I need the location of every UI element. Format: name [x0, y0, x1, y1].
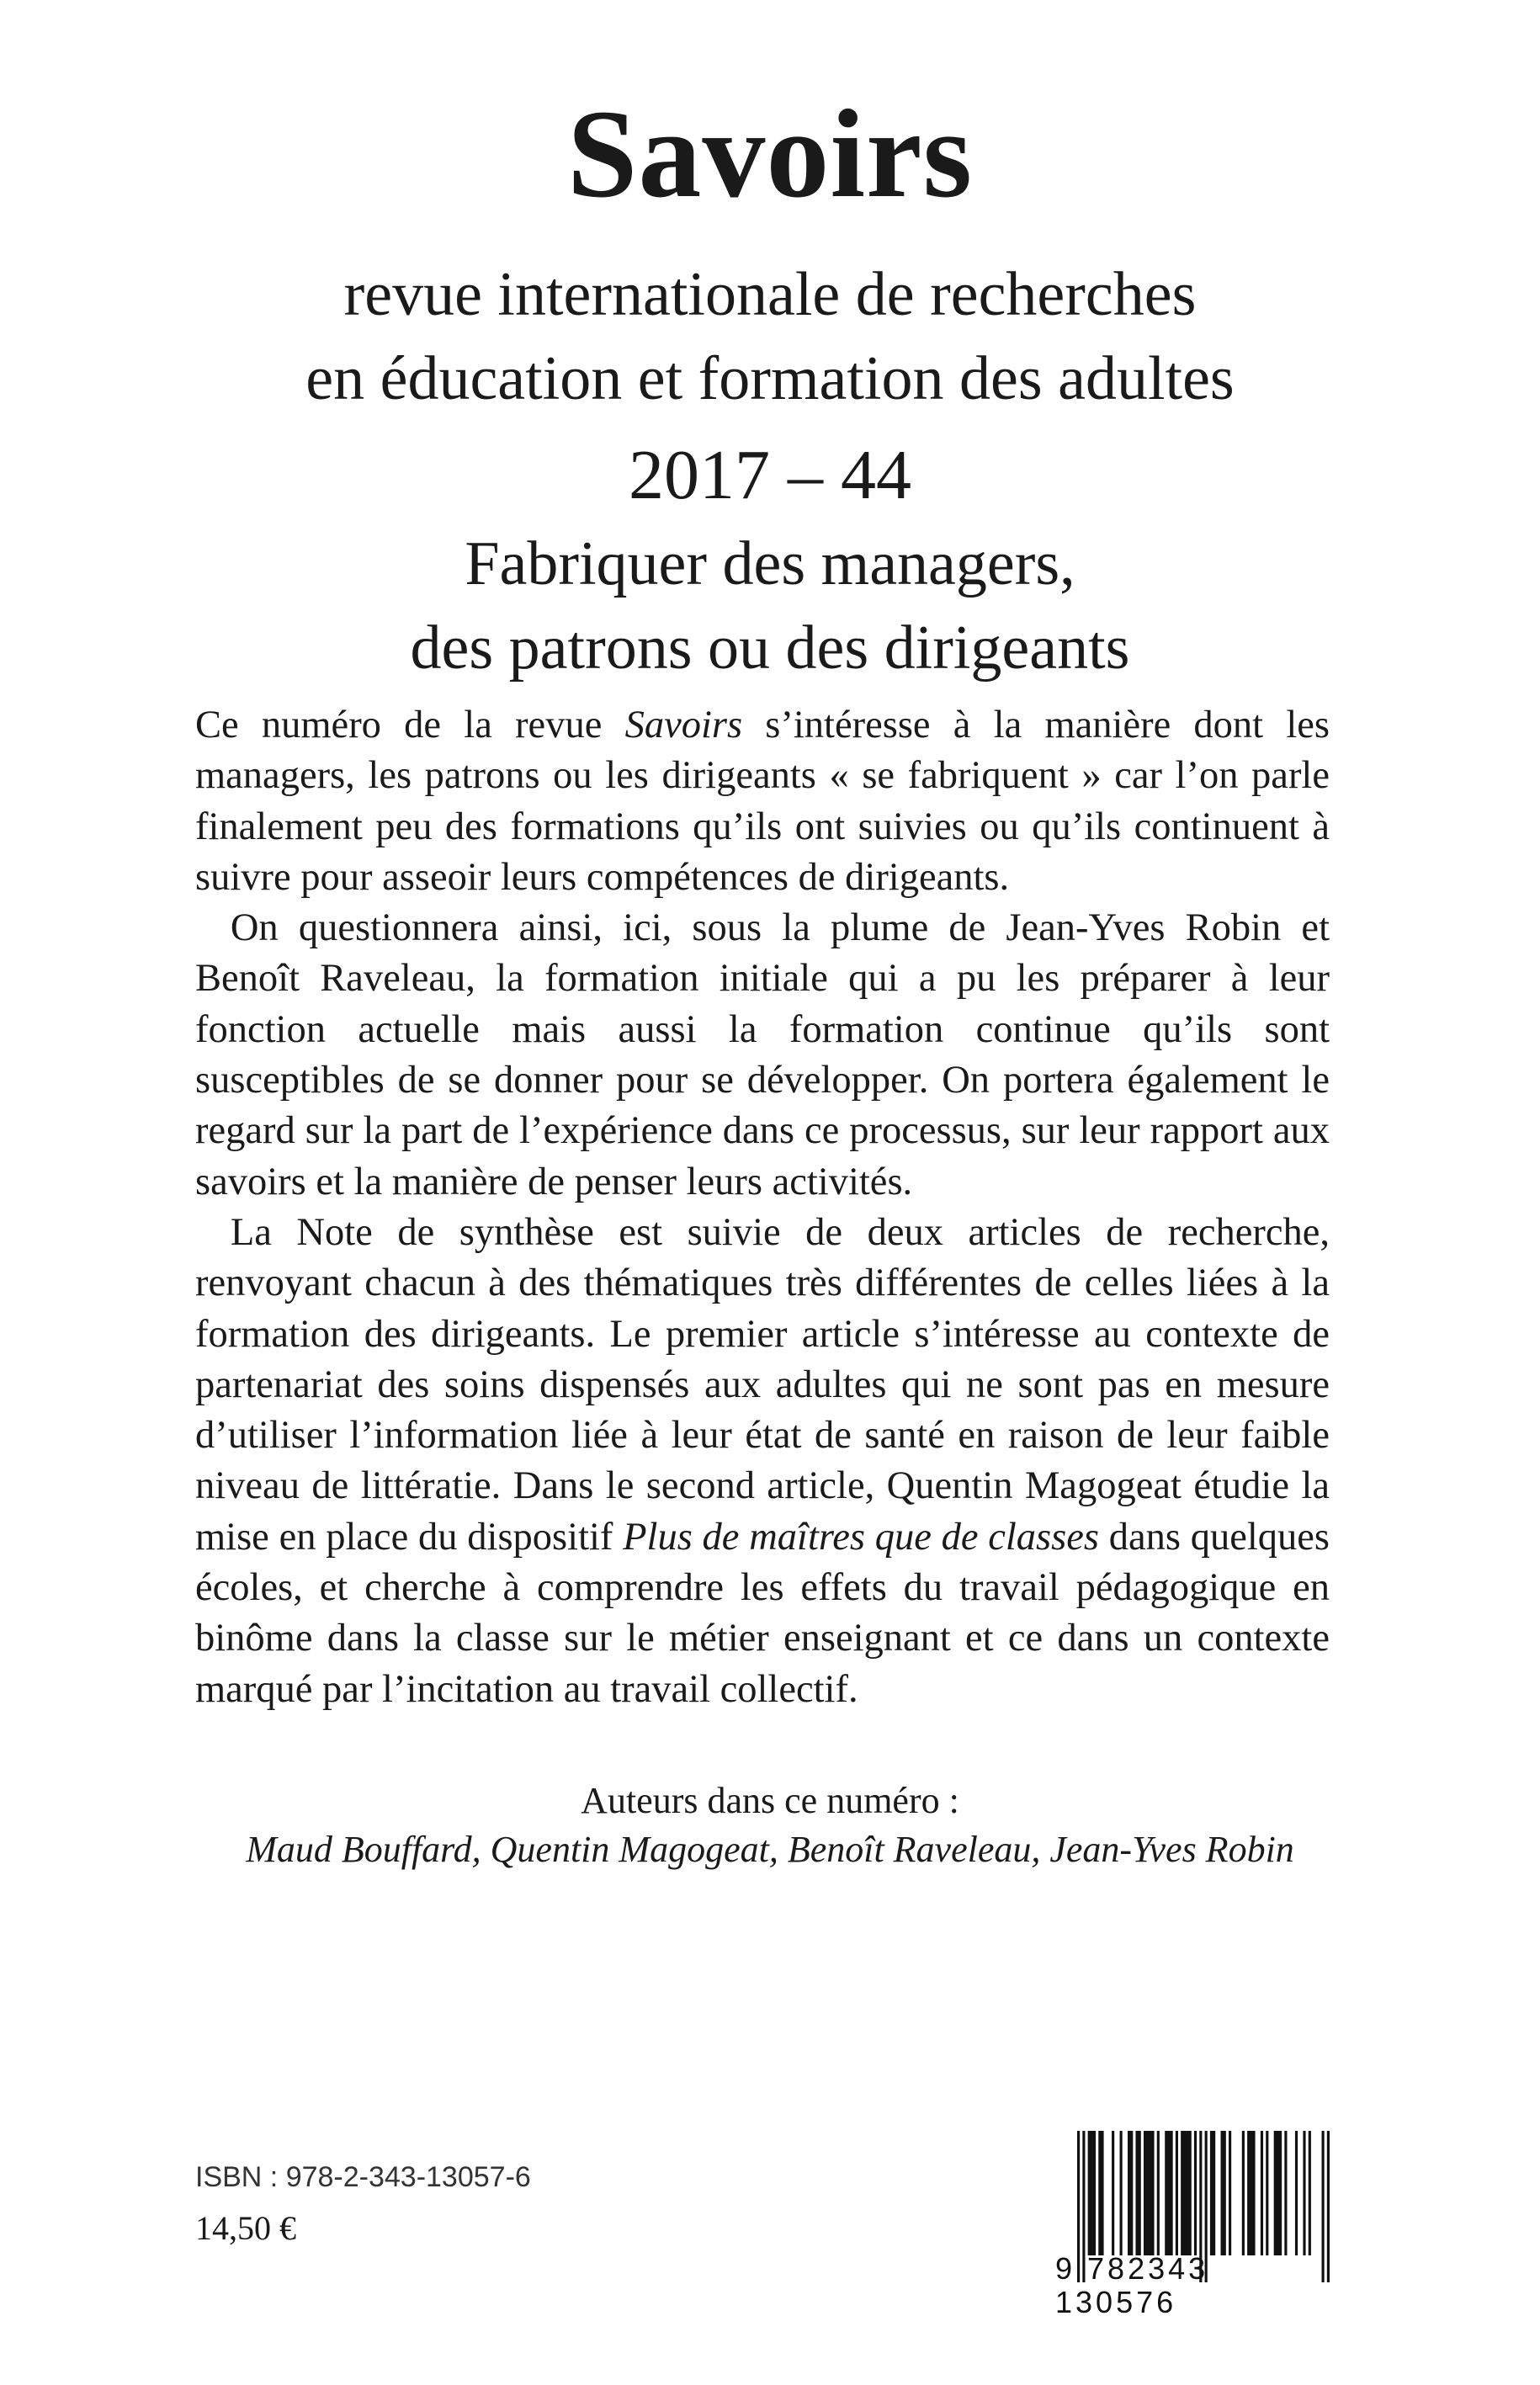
barcode-bar-11	[1176, 2131, 1178, 2255]
paragraph-2: On questionnera ainsi, ici, sous la plume de Jean-Yves Robin et Benoît Raveleau, la formation initiale qui a pu les préparer à leur fonction actuelle mais aussi la formation continue qu’ils sont susceptibles de se donner pour se développer. On portera également le regard sur la part de l’expérience dans ce processus, sur leur rapport aux savoirs et la manière de penser leurs activités.	[195, 906, 1330, 1203]
barcode-bar-23	[1274, 2131, 1282, 2255]
authors-list: Maud Bouffard, Quentin Magogeat, Benoît Raveleau, Jean-Yves Robin	[246, 1829, 1294, 1870]
barcode-bar-26	[1303, 2131, 1305, 2255]
summary-text	[195, 700, 1330, 1715]
theme-line-1: Fabriquer des managers,	[465, 529, 1075, 598]
barcode-bar-6	[1128, 2131, 1133, 2255]
barcode-bar-17	[1221, 2131, 1226, 2255]
program-name-italic: Plus de maîtres que de classes	[623, 1515, 1099, 1559]
barcode-bar-9	[1157, 2131, 1160, 2255]
barcode-bar-2	[1088, 2131, 1096, 2255]
barcode-bar-27	[1309, 2131, 1311, 2255]
authors-label: Auteurs dans ce numéro :	[581, 1780, 959, 1821]
barcode-bar-8	[1144, 2131, 1155, 2255]
barcode-bar-4	[1112, 2131, 1114, 2255]
barcode-bar-19	[1242, 2131, 1245, 2255]
barcode-bar-16	[1210, 2131, 1215, 2255]
subtitle-line-2: en éducation et formation des adultes	[305, 344, 1235, 413]
barcode-bar-10	[1165, 2131, 1172, 2255]
journal-name-italic: Savoirs	[624, 704, 743, 746]
paragraph-1: Ce numéro de la revue Savoirs s’intéresse à la manière dont les managers, les patrons ou les dirigeants « se fabriquent » car l’on parle finalement peu des formations qu’ils ont suivies ou qu’ils continuent à suivre pour asseoir leurs compétences de dirigeants.	[195, 704, 1330, 899]
issue-number: 2017 – 44	[629, 436, 911, 514]
barcode-bar-24	[1284, 2131, 1287, 2255]
barcode-bar-3	[1098, 2131, 1103, 2255]
barcode-digits: 9 782343 130576	[1055, 2251, 1209, 2319]
issue-theme	[0, 522, 1540, 690]
barcode-bar-22	[1266, 2131, 1268, 2255]
barcode-bar-12	[1181, 2131, 1192, 2255]
theme-line-2: des patrons ou des dirigeants	[410, 614, 1130, 683]
barcode-bar-20	[1247, 2131, 1255, 2255]
price: 14,50 €	[195, 2209, 296, 2247]
subtitle-line-1: revue internationale de recherches	[343, 260, 1197, 329]
barcode-bar-7	[1135, 2131, 1140, 2255]
paragraph-3: La Note de synthèse est suivie de deux articles de recherche, renvoyant chacun à des thématiques très différentes de celles liées à la formation des dirigeants. Le premier article s’intéresse au contexte de partenariat des soins dispensés aux adultes qui ne sont pas en mesure d’utiliser l’information liée à leur état de santé en raison de leur faible niveau de littératie. Dans le second article, Quentin Magogeat étudie la mise en place du dispositif Plus de maîtres que de classes dans quelques écoles, et cherche à comprendre les effets du travail pédagogique en binôme dans la classe sur le métier enseignant et ce dans un contexte marqué par l’incitation au travail collectif.	[195, 1210, 1330, 1711]
journal-title: Savoirs	[566, 84, 974, 224]
barcode-bar-18	[1229, 2131, 1231, 2255]
barcode-bar-5	[1120, 2131, 1123, 2255]
isbn: ISBN : 978-2-343-13057-6	[195, 2161, 531, 2193]
barcode-bar-13	[1194, 2131, 1197, 2255]
barcode-bar-21	[1261, 2131, 1263, 2255]
journal-subtitle	[0, 252, 1540, 421]
barcode-bar-25	[1295, 2131, 1298, 2255]
